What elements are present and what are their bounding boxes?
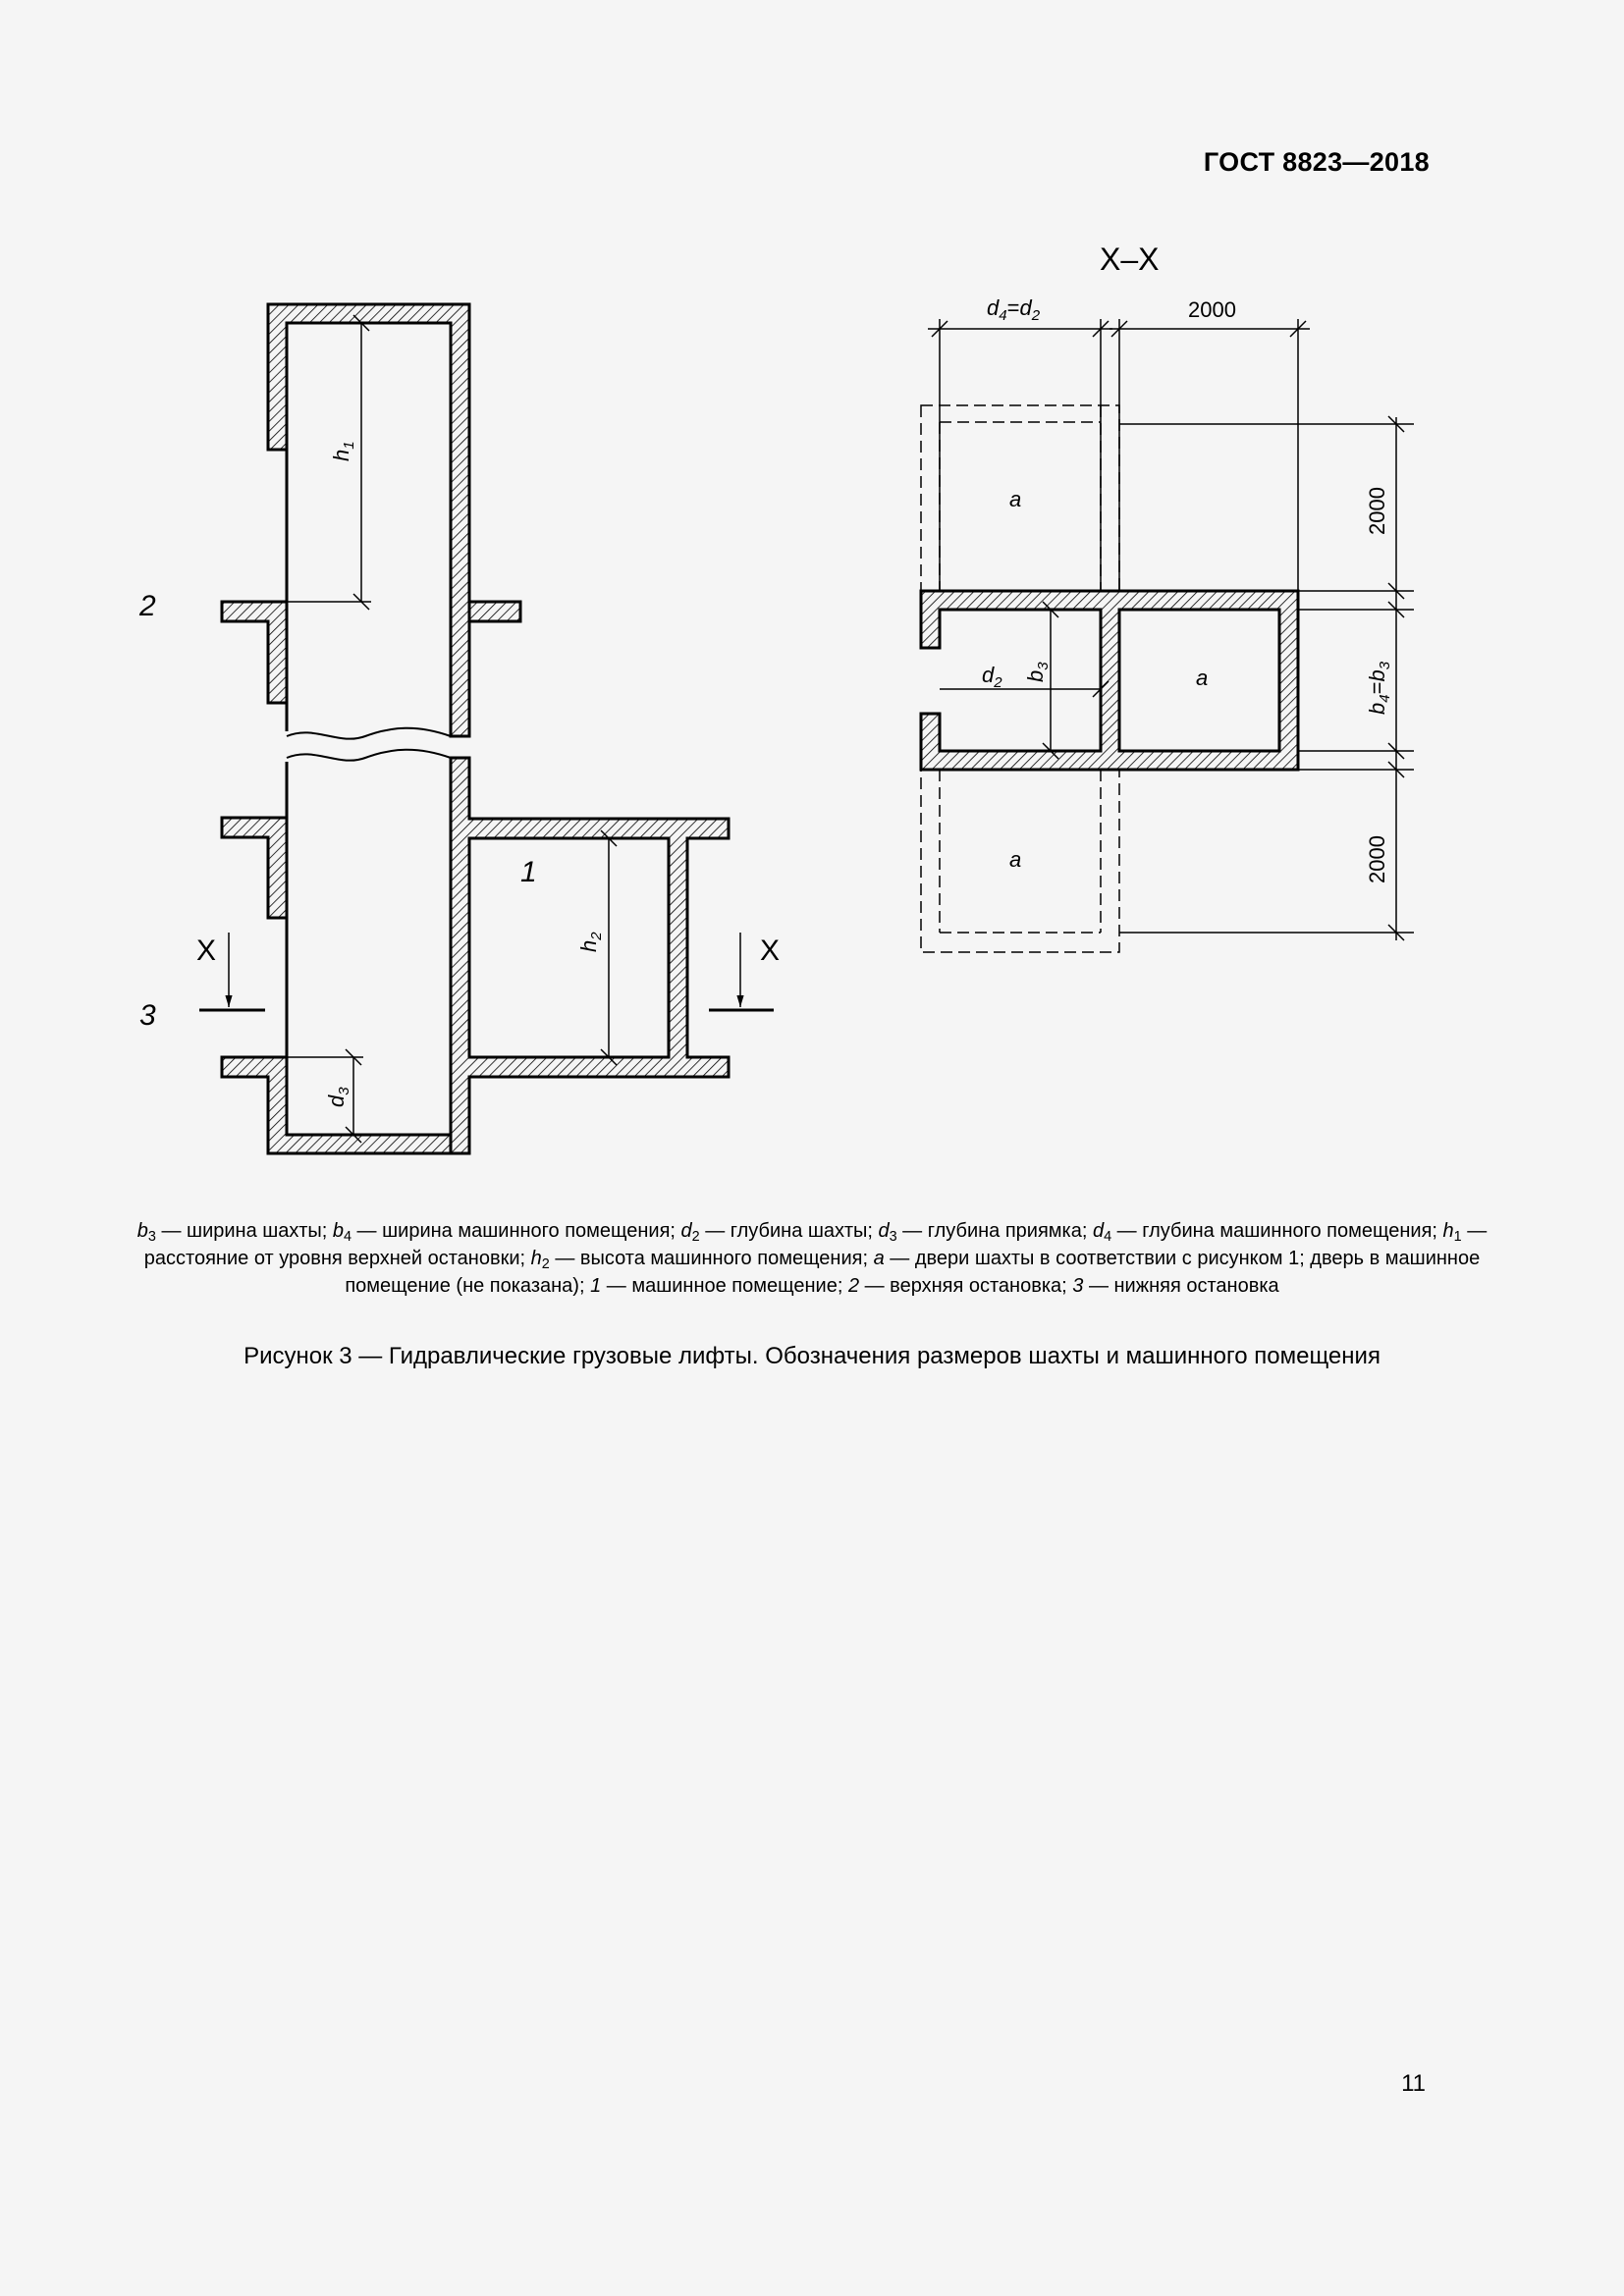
dim-d4-eq-d2: [928, 295, 1112, 591]
machine-room-walls: [451, 758, 729, 1153]
legend-symbol-subscript: 2: [541, 1256, 550, 1273]
legend-text: — ширина шахты;: [155, 1220, 333, 1242]
legend-symbol-subscript: 2: [691, 1229, 700, 1246]
door-label-room: a: [1196, 666, 1209, 690]
section-marker-right: [709, 933, 780, 1010]
legend-symbol: d: [680, 1220, 692, 1242]
callout-machine-room: 1: [520, 856, 537, 888]
legend-symbol-subscript: 4: [1104, 1229, 1112, 1246]
callout-bottom-stop: 3: [139, 999, 156, 1032]
svg-text:h1: $h_1$: [329, 441, 357, 461]
legend-item: [1092, 1220, 1443, 1246]
legend-item: [1072, 1275, 1278, 1297]
legend-symbol: 2: [847, 1275, 860, 1297]
legend-item: [530, 1248, 874, 1273]
svg-text:2000: 2000: [1365, 835, 1389, 883]
svg-text:b4=b3: $b_4=b_3$: [1365, 661, 1393, 715]
page-number: 11: [1401, 2070, 1426, 2097]
legend-item: [590, 1275, 848, 1297]
legend-item: [332, 1220, 681, 1246]
svg-text:h2: $h_2$: [576, 932, 605, 952]
h1-dimension: [287, 315, 371, 610]
legend-symbol-subscript: 4: [343, 1229, 352, 1246]
legend-symbol: h: [530, 1248, 542, 1269]
break-line-lower: [287, 750, 451, 761]
door-label-bottom: a: [1009, 847, 1022, 872]
legend-symbol: a: [873, 1248, 885, 1269]
legend-item: [878, 1220, 1093, 1246]
svg-text:d4=d2: $d_4=d_2$: [987, 295, 1041, 324]
callout-top-stop: 2: [139, 590, 156, 622]
svg-text:d2: $d_2$: [982, 663, 1002, 691]
top-stop-slab-right: [469, 602, 520, 621]
shaft-upper-wall: [268, 304, 469, 736]
legend-symbol: 3: [1072, 1275, 1084, 1297]
h2-dimension: [576, 830, 617, 1065]
legend-text: — двери шахты в соответствии с рисунком 1; дверь в машинное помещение (не показана);: [345, 1248, 1481, 1297]
legend-symbol: 1: [590, 1275, 602, 1297]
d3-dimension: [287, 1049, 363, 1143]
legend-text: — верхняя остановка;: [859, 1275, 1073, 1297]
vertical-section: [138, 304, 780, 1153]
legend-text: — ширина машинного помещения;: [352, 1220, 681, 1242]
lower-slab-left: [222, 818, 287, 918]
legend-item: [680, 1220, 879, 1246]
legend-symbol-subscript: 3: [147, 1229, 156, 1246]
legend-text: — нижняя остановка: [1083, 1275, 1279, 1297]
svg-text:b3: $b_3$: [1023, 662, 1052, 682]
legend-text: — машинное помещение;: [601, 1275, 848, 1297]
svg-text:X: X: [760, 934, 781, 967]
legend-text: — расстояние от уровня верхней остановки;: [143, 1220, 1488, 1269]
legend-text: — глубина приямка;: [896, 1220, 1093, 1242]
legend-symbol: d: [878, 1220, 890, 1242]
dim-2000-width: [1110, 297, 1310, 591]
plan-walls: [921, 591, 1298, 770]
section-title: X–X: [1100, 241, 1160, 277]
plan-section-x-x: [921, 241, 1414, 952]
legend-symbol: b: [136, 1220, 148, 1242]
figure-caption: Рисунок 3 — Гидравлические грузовые лифты. Обозначения размеров шахты и машинного помещения: [244, 1343, 1380, 1369]
section-marker-left: [196, 933, 265, 1010]
legend-text: — глубина машинного помещения;: [1111, 1220, 1443, 1242]
legend-text: — глубина шахты;: [699, 1220, 879, 1242]
legend-item: [136, 1220, 333, 1246]
figure-legend: [108, 1217, 1516, 1300]
top-stop-slab-left: [222, 602, 287, 703]
legend-symbol: b: [332, 1220, 344, 1242]
legend-symbol: h: [1442, 1220, 1454, 1242]
break-line-upper: [287, 728, 451, 739]
legend-symbol-subscript: 1: [1453, 1229, 1462, 1246]
dim-right-vertical: [1119, 416, 1414, 940]
dim-d2-b3-interior: [940, 602, 1109, 759]
legend-symbol-subscript: 3: [889, 1229, 897, 1246]
svg-text:d3: $d_3$: [324, 1087, 352, 1107]
svg-text:2000: 2000: [1365, 487, 1389, 535]
svg-text:X: X: [196, 934, 217, 967]
svg-text:2000: 2000: [1188, 297, 1236, 322]
legend-text: — высота машинного помещения;: [549, 1248, 874, 1269]
door-label-top: a: [1009, 487, 1022, 511]
document-standard-header: ГОСТ 8823—2018: [1203, 147, 1430, 177]
legend-symbol: d: [1092, 1220, 1105, 1242]
legend-item: [848, 1275, 1072, 1297]
